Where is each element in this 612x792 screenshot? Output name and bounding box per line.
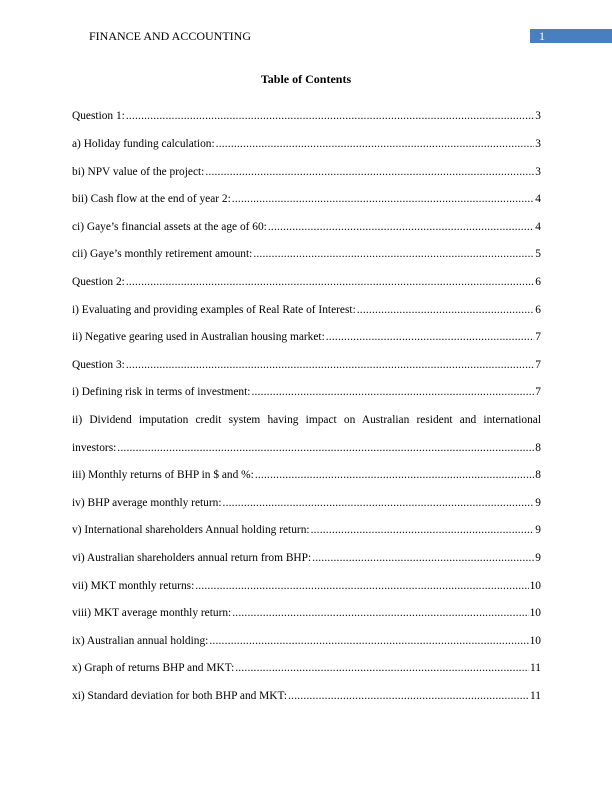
toc-entry-page: 7 [535, 331, 541, 343]
toc-leader-dots [232, 192, 535, 206]
toc-entry-label: iii) Monthly returns of BHP in $ and %: [72, 469, 254, 481]
toc-entry-bhp-monthly-returns[interactable] [72, 468, 541, 482]
toc-entry-page: 3 [535, 166, 541, 178]
toc-entry-page: 8 [535, 442, 541, 454]
toc-entry-label: Question 1: [72, 110, 125, 122]
toc-leader-dots [312, 551, 534, 565]
toc-leader-dots [253, 247, 534, 261]
toc-leader-dots [268, 220, 534, 234]
toc-entry-label: ci) Gaye’s financial assets at the age of 60: [72, 221, 267, 233]
toc-entry-monthly-retirement[interactable] [72, 247, 541, 261]
toc-entry-real-rate-of-interest[interactable] [72, 303, 541, 317]
toc-entry-financial-assets[interactable] [72, 220, 541, 234]
toc-entry-label: Question 3: [72, 359, 125, 371]
toc-leader-dots [205, 165, 534, 179]
toc-leader-dots [357, 303, 535, 317]
toc-leader-dots [223, 496, 535, 510]
toc-leader-dots [235, 661, 529, 675]
toc-entry-page: 6 [535, 276, 541, 288]
toc-leader-dots [126, 358, 534, 372]
toc-entry-label: viii) MKT average monthly return: [72, 607, 232, 619]
toc-entry-page: 10 [529, 607, 541, 619]
toc-entry-label: x) Graph of returns BHP and MKT: [72, 662, 235, 674]
toc-leader-dots [126, 109, 534, 123]
toc-entry-page: 8 [535, 469, 541, 481]
toc-entry-dividend-imputation-line-1[interactable]: ii) Dividend imputation credit system having impact on Australian resident and international [72, 414, 541, 426]
toc-leader-dots [232, 606, 528, 620]
toc-entry-graph-of-returns[interactable] [72, 661, 541, 675]
toc-leader-dots [216, 137, 535, 151]
toc-entry-defining-risk[interactable] [72, 385, 541, 399]
toc-entry-label: vi) Australian shareholders annual return from BHP: [72, 552, 312, 564]
toc-leader-dots [209, 634, 528, 648]
toc-entry-question-2[interactable] [72, 275, 541, 289]
toc-entry-cash-flow-year-2[interactable] [72, 192, 541, 206]
toc-entry-label: Question 2: [72, 276, 125, 288]
toc-entry-page: 10 [529, 580, 541, 592]
toc-leader-dots [255, 468, 534, 482]
toc-entry-label: a) Holiday funding calculation: [72, 138, 215, 150]
toc-entry-label: bi) NPV value of the project: [72, 166, 205, 178]
page-number: 1 [539, 29, 545, 43]
toc-entry-standard-deviation[interactable] [72, 689, 541, 703]
toc-entry-page: 9 [535, 552, 541, 564]
toc-entry-question-3[interactable] [72, 358, 541, 372]
toc-entry-bhp-average-monthly[interactable] [72, 496, 541, 510]
toc-entry-page: 6 [535, 304, 541, 316]
toc-entry-page: 7 [535, 386, 541, 398]
toc-entry-negative-gearing[interactable] [72, 330, 541, 344]
toc-entry-page: 4 [535, 221, 541, 233]
toc-leader-dots [311, 523, 535, 537]
toc-entry-label: i) Evaluating and providing examples of Real Rate of Interest: [72, 304, 356, 316]
toc-entry-label: vii) MKT monthly returns: [72, 580, 195, 592]
toc-entry-label: bii) Cash flow at the end of year 2: [72, 193, 231, 205]
toc-leader-dots [126, 275, 534, 289]
toc-entry-page: 11 [530, 662, 541, 674]
toc-entry-page: 9 [535, 524, 541, 536]
toc-entry-page: 9 [535, 497, 541, 509]
toc-entry-page: 7 [535, 359, 541, 371]
toc-leader-dots [195, 579, 528, 593]
toc-entry-australian-annual-return[interactable] [72, 551, 541, 565]
toc-entry-label: v) International shareholders Annual holding return: [72, 524, 310, 536]
toc-leader-dots [288, 689, 529, 703]
toc-entry-label: ii) Negative gearing used in Australian housing market: [72, 331, 325, 343]
page-number-box [530, 29, 612, 43]
toc-heading: Table of Contents [260, 72, 352, 86]
toc-entry-label: i) Defining risk in terms of investment: [72, 386, 251, 398]
toc-entry-holiday-funding[interactable] [72, 137, 541, 151]
toc-entry-page: 5 [535, 248, 541, 260]
toc-leader-dots [117, 441, 534, 455]
toc-entry-dividend-imputation-line-2[interactable] [72, 441, 541, 455]
toc-entry-label: xi) Standard deviation for both BHP and MKT: [72, 690, 288, 702]
toc-entry-mkt-monthly-returns[interactable] [72, 579, 541, 593]
toc-entry-label: investors: [72, 442, 117, 454]
toc-entry-mkt-average-monthly[interactable] [72, 606, 541, 620]
toc-leader-dots [326, 330, 535, 344]
toc-entry-australian-annual-holding[interactable] [72, 634, 541, 648]
toc-entry-label: iv) BHP average monthly return: [72, 497, 222, 509]
toc-entry-page: 3 [535, 138, 541, 150]
toc-leader-dots [251, 385, 534, 399]
toc-entry-npv-value[interactable] [72, 165, 541, 179]
toc-entry-question-1[interactable] [72, 109, 541, 123]
toc-entry-page: 11 [530, 690, 541, 702]
toc-entry-page: 3 [535, 110, 541, 122]
toc-entry-international-holding-return[interactable] [72, 523, 541, 537]
running-header-title: FINANCE AND ACCOUNTING [89, 29, 252, 43]
toc-entry-label: ix) Australian annual holding: [72, 635, 209, 647]
toc-entry-page: 10 [529, 635, 541, 647]
toc-entry-label: cii) Gaye’s monthly retirement amount: [72, 248, 253, 260]
toc-entry-page: 4 [535, 193, 541, 205]
